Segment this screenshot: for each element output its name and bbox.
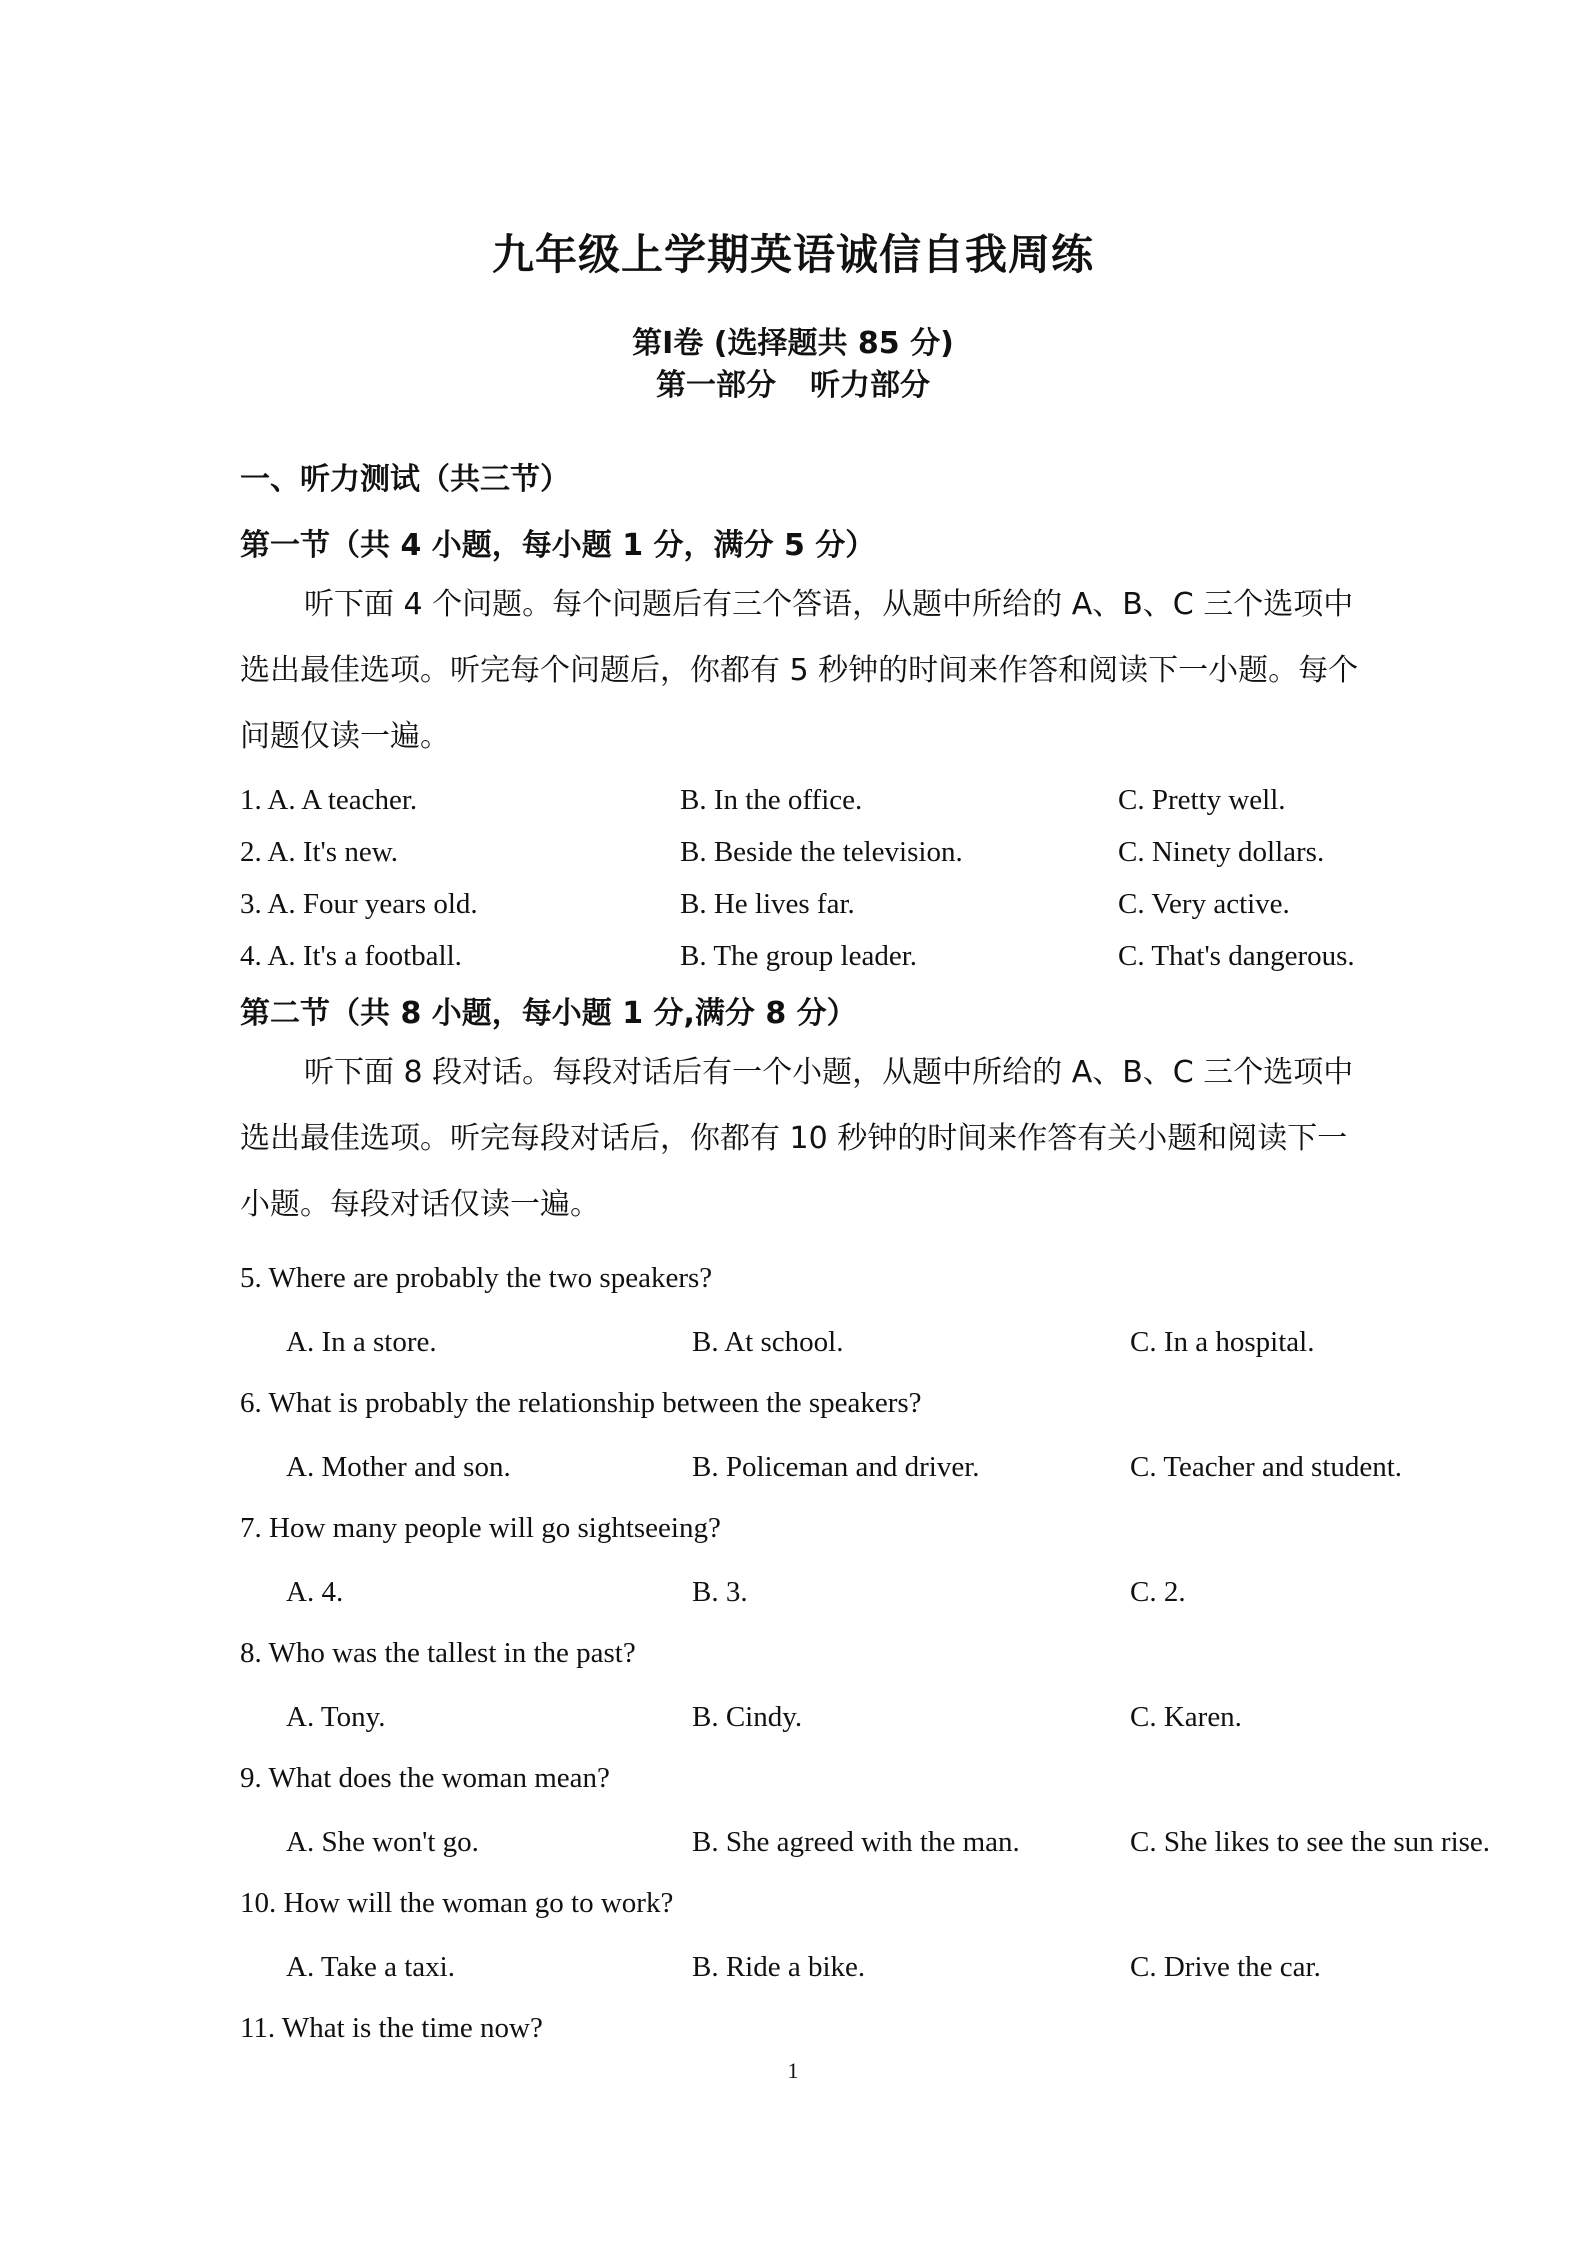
option-c: C. 2. [1130, 1576, 1186, 1608]
option-c: C. That's dangerous. [1118, 940, 1355, 972]
option-a: A. In a store. [286, 1326, 437, 1358]
option-b: B. He lives far. [680, 888, 855, 920]
option-c: C. Very active. [1118, 888, 1290, 920]
question-7: 7. How many people will go sightseeing? [240, 1512, 721, 1544]
list-item [0, 940, 1586, 980]
option-b: B. Policeman and driver. [692, 1451, 980, 1483]
part-name: 听力部分 [810, 368, 930, 403]
option-a: 1. A. A teacher. [240, 784, 418, 816]
option-c: C. Drive the car. [1130, 1951, 1321, 1983]
options-row [0, 1576, 1586, 1616]
section-heading: 一、听力测试（共三节） [240, 462, 570, 497]
option-c: C. Teacher and student. [1130, 1451, 1403, 1483]
options-row [0, 1826, 1586, 1866]
question-6: 6. What is probably the relationship between the speakers? [240, 1387, 922, 1419]
option-b: B. Beside the television. [680, 836, 963, 868]
part2-heading: 第二节（共 8 小题，每小题 1 分,满分 8 分） [240, 996, 857, 1031]
question-8: 8. Who was the tallest in the past? [240, 1637, 636, 1669]
option-c: C. She likes to see the sun rise. [1130, 1826, 1491, 1858]
option-c: C. Ninety dollars. [1118, 836, 1325, 868]
options-row [0, 1951, 1586, 1991]
options-row [0, 1326, 1586, 1366]
question-10: 10. How will the woman go to work? [240, 1887, 674, 1919]
page-title: 九年级上学期英语诚信自我周练 [491, 230, 1094, 279]
option-b: B. In the office. [680, 784, 863, 816]
option-a: A. Tony. [286, 1701, 386, 1733]
option-b: B. 3. [692, 1576, 748, 1608]
options-row [0, 1701, 1586, 1741]
option-a: 4. A. It's a football. [240, 940, 462, 972]
volume-subtitle: 第Ⅰ卷 (选择题共 85 分) [632, 326, 954, 361]
option-c: C. In a hospital. [1130, 1326, 1315, 1358]
option-c: C. Karen. [1130, 1701, 1242, 1733]
part2-instructions: 听下面 8 段对话。每段对话后有一个小题，从题中所给的 A、B、C 三个选项中选出最佳选项。听完每段对话后，你都有 10 秒钟的时间来作答有关小题和阅读下一小题。每段对话仅读一遍。 [240, 1055, 1354, 1222]
option-a: 3. A. Four years old. [240, 888, 478, 920]
option-a: A. Take a taxi. [286, 1951, 455, 1983]
option-b: B. Ride a bike. [692, 1951, 866, 1983]
list-item [0, 836, 1586, 876]
option-b: B. At school. [692, 1326, 844, 1358]
option-a: A. 4. [286, 1576, 344, 1608]
option-b: B. She agreed with the man. [692, 1826, 1020, 1858]
part-subtitle [0, 360, 1586, 404]
part1-heading: 第一节（共 4 小题，每小题 1 分，满分 5 分） [240, 528, 876, 563]
options-row [0, 1451, 1586, 1491]
question-5: 5. Where are probably the two speakers? [240, 1262, 713, 1294]
option-a: A. She won't go. [286, 1826, 479, 1858]
page-number: 1 [787, 2058, 799, 2083]
part-label: 第一部分 [656, 368, 776, 403]
list-item [0, 784, 1586, 824]
option-b: B. The group leader. [680, 940, 918, 972]
option-b: B. Cindy. [692, 1701, 803, 1733]
option-c: C. Pretty well. [1118, 784, 1286, 816]
option-a: 2. A. It's new. [240, 836, 398, 868]
part1-instructions: 听下面 4 个问题。每个问题后有三个答语，从题中所给的 A、B、C 三个选项中选出最佳选项。听完每个问题后，你都有 5 秒钟的时间来作答和阅读下一小题。每个问题仅读一遍。 [240, 587, 1359, 754]
question-11: 11. What is the time now? [240, 2012, 543, 2044]
question-9: 9. What does the woman mean? [240, 1762, 610, 1794]
list-item [0, 888, 1586, 928]
option-a: A. Mother and son. [286, 1451, 511, 1483]
